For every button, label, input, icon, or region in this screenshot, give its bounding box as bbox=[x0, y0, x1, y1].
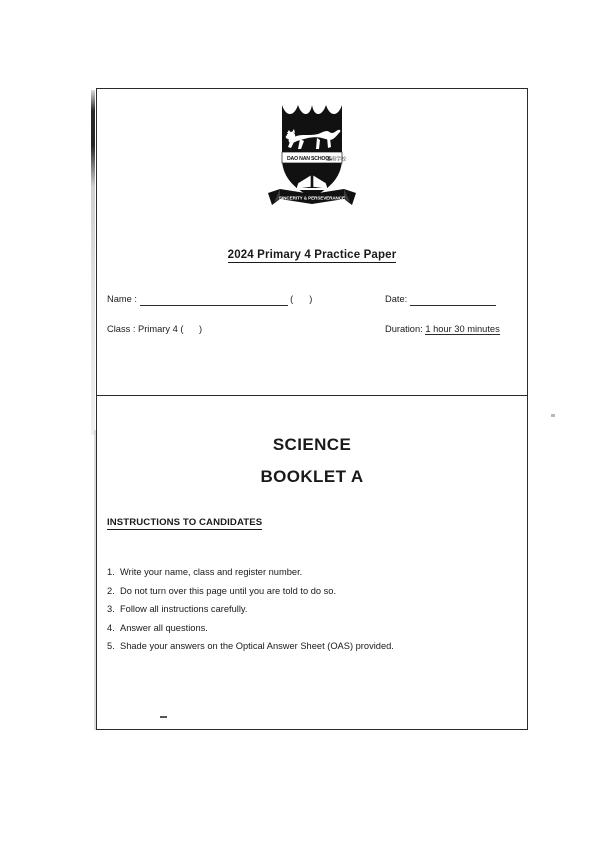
list-item-text: Answer all questions. bbox=[120, 622, 208, 633]
name-label: Name : bbox=[107, 294, 137, 304]
list-item-number: 3. bbox=[107, 604, 115, 614]
crest-school-name: DAO NAN SCHOOL bbox=[287, 156, 333, 162]
register-paren-open: ( bbox=[290, 294, 294, 304]
school-crest-logo bbox=[260, 97, 364, 213]
list-item-number: 5. bbox=[107, 641, 115, 651]
list-item-text: Follow all instructions carefully. bbox=[120, 604, 248, 614]
body-block bbox=[97, 395, 527, 729]
date-label: Date: bbox=[385, 294, 408, 304]
duration-value: 1 hour 30 minutes bbox=[425, 324, 500, 334]
register-number-parens[interactable] bbox=[290, 294, 313, 304]
stray-scan-mark-bottom bbox=[160, 716, 167, 718]
document-frame bbox=[96, 88, 528, 730]
class-paren-close: ) bbox=[198, 324, 203, 334]
list-item-number: 4. bbox=[107, 622, 115, 633]
list-item bbox=[107, 637, 517, 656]
list-item-number: 2. bbox=[107, 585, 115, 596]
list-item-text: Write your name, class and register number. bbox=[120, 567, 303, 577]
list-item bbox=[107, 600, 517, 619]
register-paren-close: ) bbox=[309, 294, 313, 304]
crest-school-name-chinese: 道南学校 bbox=[326, 156, 347, 163]
name-field-group bbox=[107, 293, 313, 306]
list-item-number: 1. bbox=[107, 567, 115, 577]
duration-field-group bbox=[385, 323, 500, 336]
name-input-blank[interactable] bbox=[140, 296, 288, 306]
scan-edge-artifact bbox=[91, 90, 95, 435]
duration-label: Duration: bbox=[385, 324, 423, 334]
booklet-name: BOOKLET A bbox=[260, 467, 364, 486]
page-title-text: 2024 Primary 4 Practice Paper bbox=[227, 249, 397, 261]
date-field-group bbox=[385, 293, 496, 306]
date-input-blank[interactable] bbox=[410, 296, 496, 306]
list-item-text: Do not turn over this page until you are told to do so. bbox=[120, 585, 337, 596]
list-item bbox=[107, 582, 517, 601]
class-input-blank[interactable] bbox=[186, 324, 196, 334]
list-item-text: Shade your answers on the Optical Answer Sheet (OAS) provided. bbox=[120, 641, 394, 651]
subject-name: SCIENCE bbox=[272, 435, 352, 454]
instructions-heading bbox=[107, 517, 262, 528]
list-item bbox=[107, 619, 517, 638]
instructions-heading-text: INSTRUCTIONS TO CANDIDATES bbox=[107, 517, 263, 528]
page-title bbox=[97, 249, 527, 261]
class-field-group bbox=[107, 323, 202, 336]
crest-motto: SINCERITY & PERSEVERANCE bbox=[279, 195, 345, 201]
instructions-list bbox=[107, 563, 517, 656]
stray-scan-mark bbox=[551, 414, 555, 417]
class-label: Class : Primary 4 ( bbox=[107, 324, 184, 334]
header-block bbox=[97, 89, 527, 395]
list-item bbox=[107, 563, 517, 582]
